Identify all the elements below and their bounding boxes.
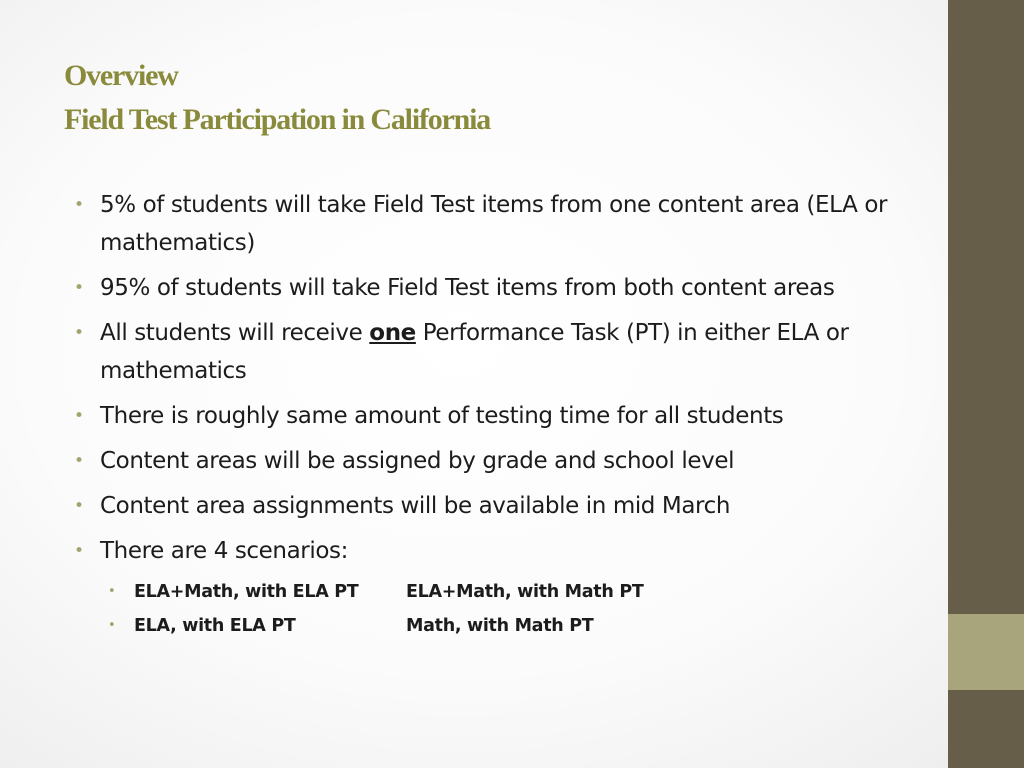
bullet-emphasis: one bbox=[369, 320, 416, 346]
bullet-text-pre: All students will receive bbox=[100, 320, 370, 346]
bullet-text: There are 4 scenarios: bbox=[100, 538, 348, 564]
bullet-dot-icon: • bbox=[74, 195, 84, 215]
bullet-dot-icon: • bbox=[74, 451, 84, 471]
bullet-item bbox=[74, 269, 894, 307]
sub-bullet-dot-icon: • bbox=[108, 618, 116, 633]
scenario-right: ELA+Math, with Math PT bbox=[406, 582, 644, 602]
sidebar-stripe bbox=[948, 0, 1024, 768]
sub-bullet-dot-icon: • bbox=[108, 584, 116, 599]
scenario-left: ELA+Math, with ELA PT bbox=[134, 582, 359, 602]
bullet-list bbox=[74, 186, 894, 650]
bullet-item bbox=[74, 532, 894, 643]
scenario-right: Math, with Math PT bbox=[406, 616, 594, 636]
slide-title bbox=[64, 54, 924, 142]
bullet-text: There is roughly same amount of testing time for all students bbox=[100, 403, 784, 429]
bullet-dot-icon: • bbox=[74, 323, 84, 343]
scenario-left: ELA, with ELA PT bbox=[134, 616, 296, 636]
bullet-text: 5% of students will take Field Test items from one content area (ELA or mathematics) bbox=[100, 192, 888, 256]
bullet-text-post: Performance Task (PT) in either ELA or mathematics bbox=[100, 320, 849, 384]
scenario-row bbox=[108, 609, 894, 643]
scenario-list bbox=[108, 575, 894, 643]
bullet-item bbox=[74, 186, 894, 262]
title-line-1: Overview bbox=[64, 59, 178, 92]
bullet-text: Content areas will be assigned by grade and school level bbox=[100, 448, 735, 474]
bullet-dot-icon: • bbox=[74, 278, 84, 298]
bullet-dot-icon: • bbox=[74, 406, 84, 426]
bullet-item bbox=[74, 314, 894, 390]
bullet-text: Content area assignments will be available in mid March bbox=[100, 493, 731, 519]
bullet-item bbox=[74, 442, 894, 480]
title-line-2: Field Test Participation in California bbox=[64, 103, 491, 136]
bullet-text: 95% of students will take Field Test items from both content areas bbox=[100, 275, 835, 301]
bullet-item bbox=[74, 397, 894, 435]
bullet-dot-icon: • bbox=[74, 496, 84, 516]
bullet-dot-icon: • bbox=[74, 541, 84, 561]
bullet-item bbox=[74, 487, 894, 525]
sidebar-accent-block bbox=[948, 614, 1024, 690]
scenario-row bbox=[108, 575, 894, 609]
